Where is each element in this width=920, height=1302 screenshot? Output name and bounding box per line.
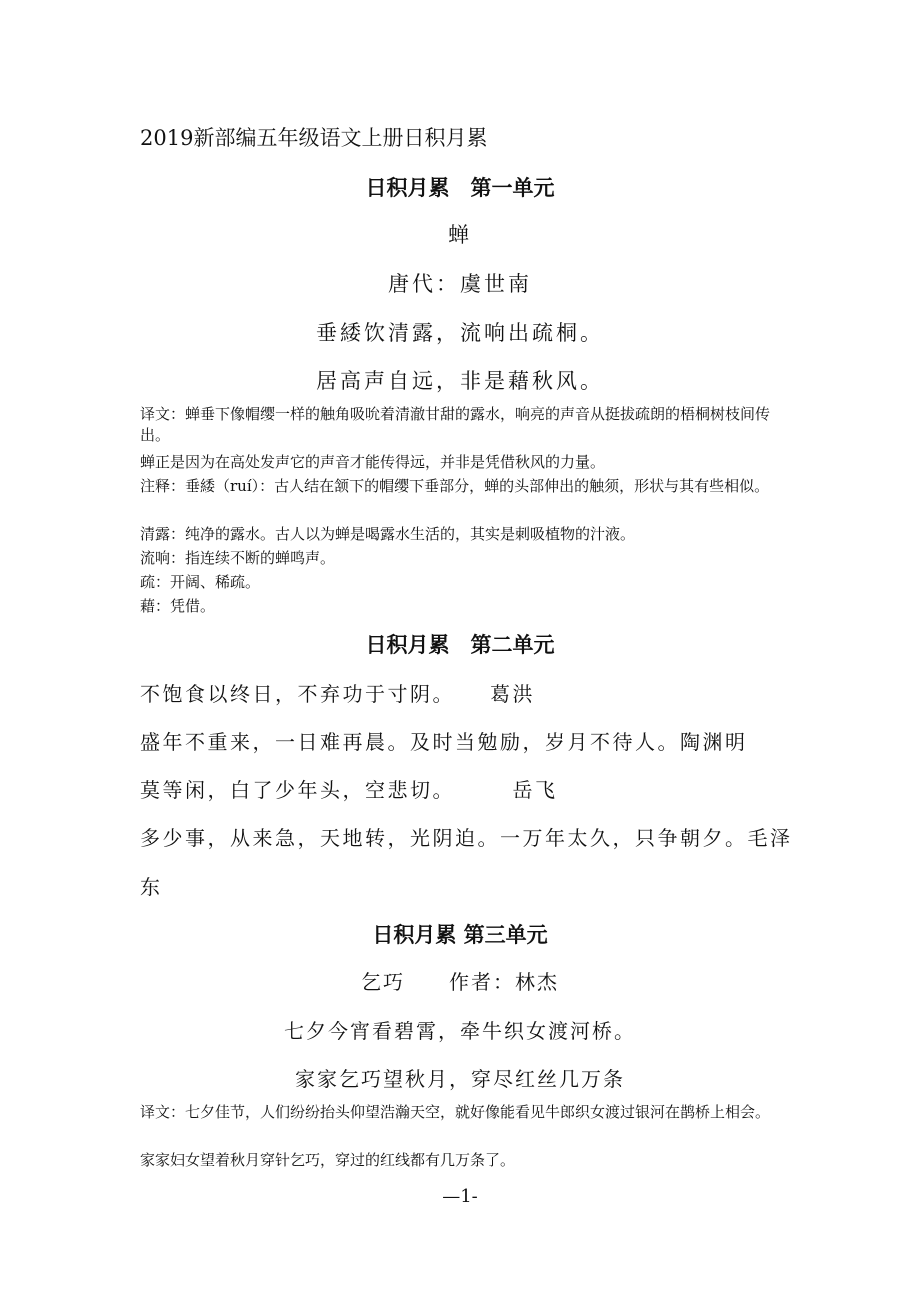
- unit1-note-translation: 译文：蝉垂下像帽缨一样的触角吸吮着清澈甘甜的露水，响亮的声音从挺拔疏朗的梧桐树枝间传出。: [140, 405, 771, 444]
- unit1-poem-line-2: 居高声自远，非是藉秋风。: [316, 369, 604, 393]
- unit3-poem-line-2: 家家乞巧望秋月，穿尽红丝几万条: [295, 1067, 625, 1091]
- unit3-heading: 日积月累 第三单元: [372, 923, 548, 947]
- unit3-poem-line-1: 七夕今宵看碧霄，牵牛织女渡河桥。: [284, 1019, 636, 1043]
- unit1-note-translation-2: 蝉正是因为在高处发声它的声音才能传得远，并非是凭借秋风的力量。: [140, 453, 606, 471]
- unit2-quote-1: 不饱食以终日，不弃功于寸阴。 葛洪: [140, 682, 535, 706]
- page-number: —1-: [442, 1186, 478, 1207]
- unit1-heading: 日积月累 第一单元: [365, 176, 555, 200]
- document-title: 2019新部编五年级语文上册日积月累: [140, 126, 488, 150]
- unit1-poem-author: 唐代：虞世南: [388, 272, 532, 296]
- unit2-quote-4: 多少事，从来急，天地转，光阴迫。一万年太久，只争朝夕。毛泽: [140, 826, 793, 850]
- unit3-note-translation-2: 家家妇女望着秋月穿针乞巧，穿过的红线都有几万条了。: [140, 1151, 516, 1169]
- unit2-quote-4-cont: 东: [140, 875, 163, 899]
- unit3-note-translation: 译文：七夕佳节，人们纷纷抬头仰望浩瀚天空，就好像能看见牛郎织女渡过银河在鹊桥上相会。: [140, 1103, 771, 1121]
- unit1-note-jie: 藉：凭借。: [140, 597, 216, 615]
- unit2-quote-2: 盛年不重来，一日难再晨。及时当勉励，岁月不待人。陶渊明: [140, 730, 748, 754]
- unit1-note-qinglu: 清露：纯净的露水。古人以为蝉是喝露水生活的，其实是刺吸植物的汁液。: [140, 525, 636, 543]
- unit1-poem-line-1: 垂緌饮清露，流响出疏桐。: [316, 321, 604, 345]
- unit1-note-annotation: 注释：垂緌（ruí）：古人结在颔下的帽缨下垂部分，蝉的头部伸出的触须，形状与其有些相似。: [140, 477, 770, 495]
- unit1-note-liuxiang: 流响：指连续不断的蝉鸣声。: [140, 549, 336, 567]
- unit1-poem-title: 蝉: [448, 223, 472, 247]
- unit1-note-shu: 疏：开阔、稀疏。: [140, 573, 261, 591]
- unit2-heading: 日积月累 第二单元: [365, 633, 555, 657]
- unit3-poem-title: 乞巧 作者：林杰: [361, 970, 559, 994]
- unit2-quote-3: 莫等闲，白了少年头，空悲切。 岳飞: [140, 778, 558, 802]
